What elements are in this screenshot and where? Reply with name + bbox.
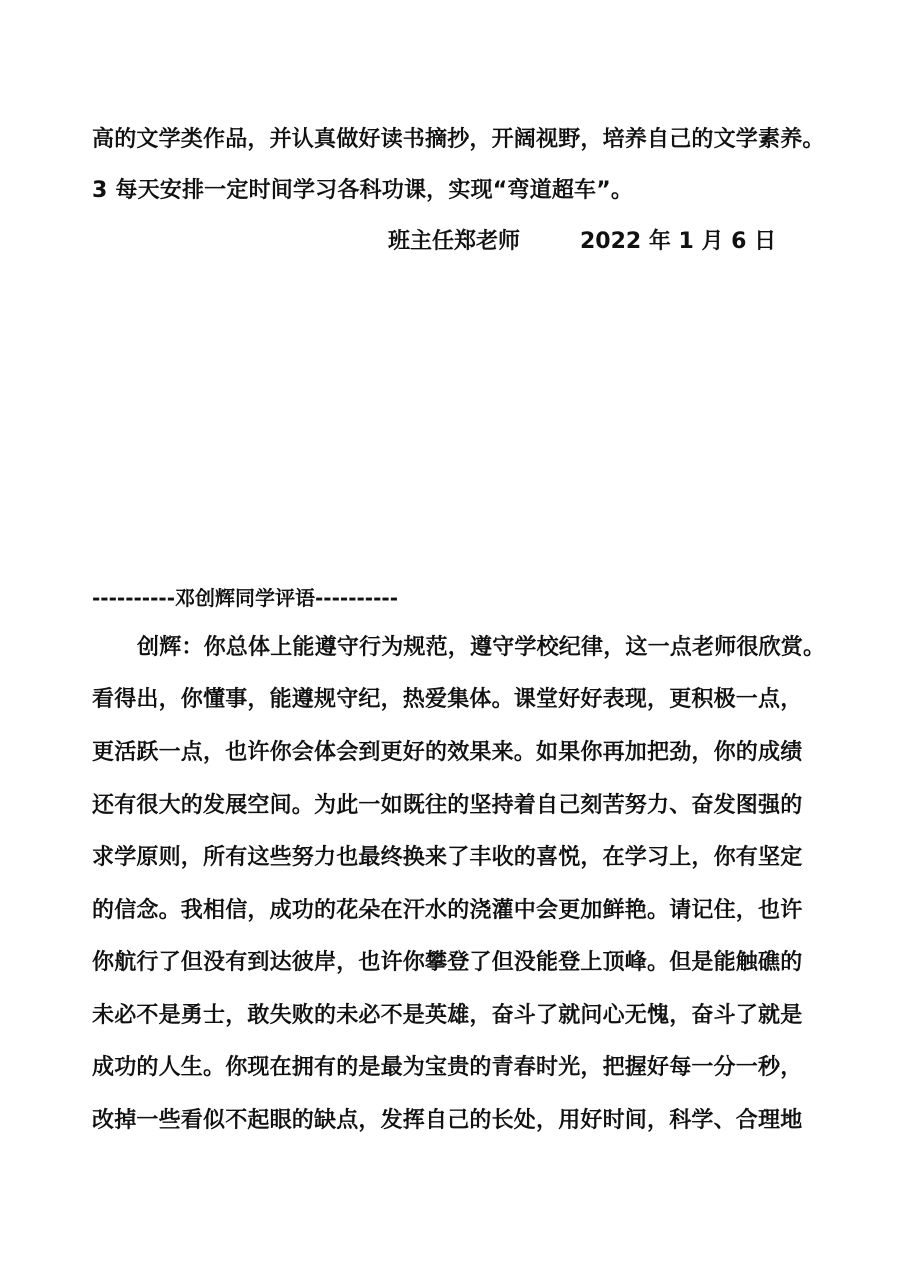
comment-line-8: 未必不是勇士，敢失败的未必不是英雄，奋斗了就问心无愧，奋斗了就是 (92, 1003, 803, 1028)
comment-line-10: 改掉一些看似不起眼的缺点，发挥自己的长处，用好时间，科学、合理地 (92, 1108, 803, 1133)
signature-date: 2022 年 1 月 6 日 (580, 229, 777, 254)
signature-teacher: 班主任郑老师 (388, 229, 521, 254)
comment-line-4: 还有很大的发展空间。为此一如既往的坚持着自己刻苦努力、奋发图强的 (92, 793, 803, 818)
previous-comment-line-1: 高的文学类作品，并认真做好读书摘抄，开阔视野，培养自己的文学素养。 (92, 127, 825, 152)
comment-line-6: 的信念。我相信，成功的花朵在汗水的浇灌中会更加鲜艳。请记住，也许 (92, 898, 803, 923)
comment-line-9: 成功的人生。你现在拥有的是最为宝贵的青春时光，把握好每一分一秒， (92, 1055, 803, 1080)
previous-comment-line-2: 3 每天安排一定时间学习各科功课，实现“弯道超车”。 (92, 178, 634, 203)
comment-line-3: 更活跃一点，也许你会体会到更好的效果来。如果你再加把劲，你的成绩 (92, 740, 803, 765)
comment-line-1: 创辉：你总体上能遵守行为规范，遵守学校纪律，这一点老师很欣赏。 (137, 635, 826, 660)
comment-line-7: 你航行了但没有到达彼岸，也许你攀登了但没能登上顶峰。但是能触礁的 (92, 950, 803, 975)
comment-line-5: 求学原则，所有这些努力也最终换来了丰收的喜悦，在学习上，你有坚定 (92, 845, 803, 870)
comment-line-2: 看得出，你懂事，能遵规守纪，热爱集体。课堂好好表现，更积极一点， (92, 687, 803, 712)
comment-heading: ----------邓创辉同学评语---------- (92, 586, 399, 610)
